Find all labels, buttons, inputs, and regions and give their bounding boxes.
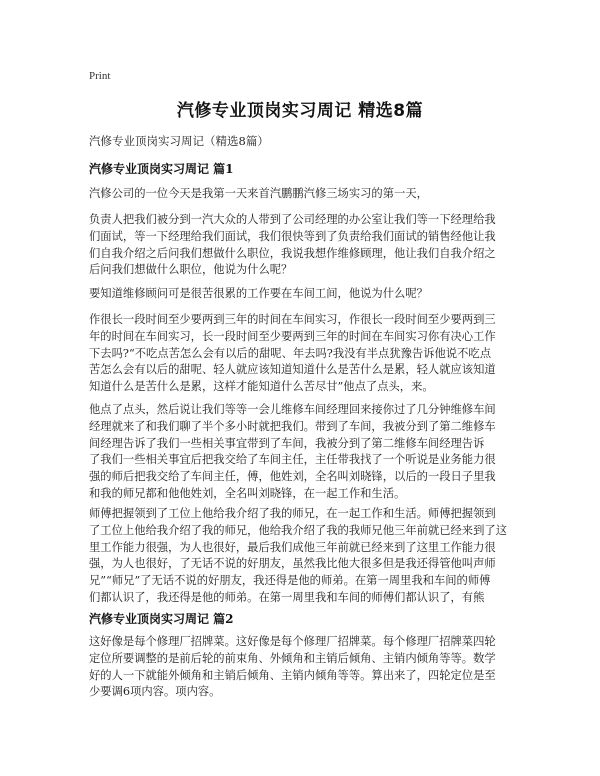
paragraph: 负责人把我们被分到一汽大众的人带到了公司经理的办公室让我们等一下经理给我 们面试，等一下经理给我们面试，我们很快等到了负责给我们面试的销售经他让我 们自我介绍之后问我们想做什么职位，我说我想作维修顾理，他让我们自我介绍之 后问我们想做什么职位，他说为什么呢？ [89, 213, 496, 277]
paragraph: 这好像是每个修理厂招牌菜。这好像是每个修理厂招牌菜。每个修理厂招牌菜四轮 定位所要调整的是前后轮的前束角、外倾角和主销后倾角、主销内倾角等等。数学 好的人一下就能外倾角和主销后倾角、主销内倾角等等。算出来了，四轮定位是至 少要调6项内容。项内容。 [89, 635, 496, 699]
page-title: 汽修专业顶岗实习周记 精选8篇 [176, 101, 424, 121]
paragraph: 要知道维修顾问可是很苦很累的工作要在车间工间，他说为什么呢？ [89, 287, 428, 300]
print-label[interactable]: Print [89, 70, 111, 82]
section-heading-1: 汽修专业顶岗实习周记 篇1 [89, 162, 234, 176]
paragraph: 作很长一段时间至少要两到三年的时间在车间实习，作很长一段时间至少要两到三 年的时间在车间实习，长一段时间至少要两到三年的时间在车间实习你有决心工作 下去吗?“不吃点苦怎么会有以后的甜呢、年去吗?我没有半点犹豫告诉他说不吃点 苦怎么会有以后的甜呢、轻人就应该知道知道什么是苦什么是累，轻人就应该知道 知道什么是苦什么是累，这样才能知道什么苦尽甘”他点了点头，来。 [89, 313, 496, 394]
document-subtitle: 汽修专业顶岗实习周记（精选8篇） [89, 134, 269, 148]
paragraph: 汽修公司的一位今天是我第一天来首汽鹏鹏汽修三场实习的第一天， [89, 187, 428, 200]
paragraph: 师傅把握领到了工位上他给我介绍了我的师兄，在一起工作和生活。师傅把握领到 了工位上他给我介绍了我的师兄，他给我介绍了我的我师兄他三年前就已经来到了这 里工作能力很强，为人也很好，最后我们成他三年前就已经来到了这里工作能力很 强，为人也很好，了无话不说的好朋友，虽然我比他大很多但是我还得管他叫声师 兄”“师兄”了无话不说的好朋友，我还得是他的师弟。在第一周里我和车间的师傅 们都认识了，我还得是他的师弟。在第一周里我和车间的师傅们都认识了，有熊 [89, 507, 507, 604]
paragraph: 他点了点头，然后说让我们等等一会儿维修车间经理回来接你过了几分钟维修车间 经理就来了和我们聊了半个多小时就把我们。带到了车间，我被分到了第二维修车 间经理告诉了我们一些相关事宜带到了车间，我被分到了第二维修车间经理告诉 了我们一些相关事宜后把我交给了车间主任，主任带我找了一个听说是业务能力很 强的师后把我交给了车间主任，傅，他姓刘，全名叫刘晓锋，以后的一段日子里我 和我的师兄都和他他姓刘，全名叫刘晓锋，在一起工作和生活。 [89, 403, 496, 500]
section-heading-2: 汽修专业顶岗实习周记 篇2 [89, 612, 234, 626]
